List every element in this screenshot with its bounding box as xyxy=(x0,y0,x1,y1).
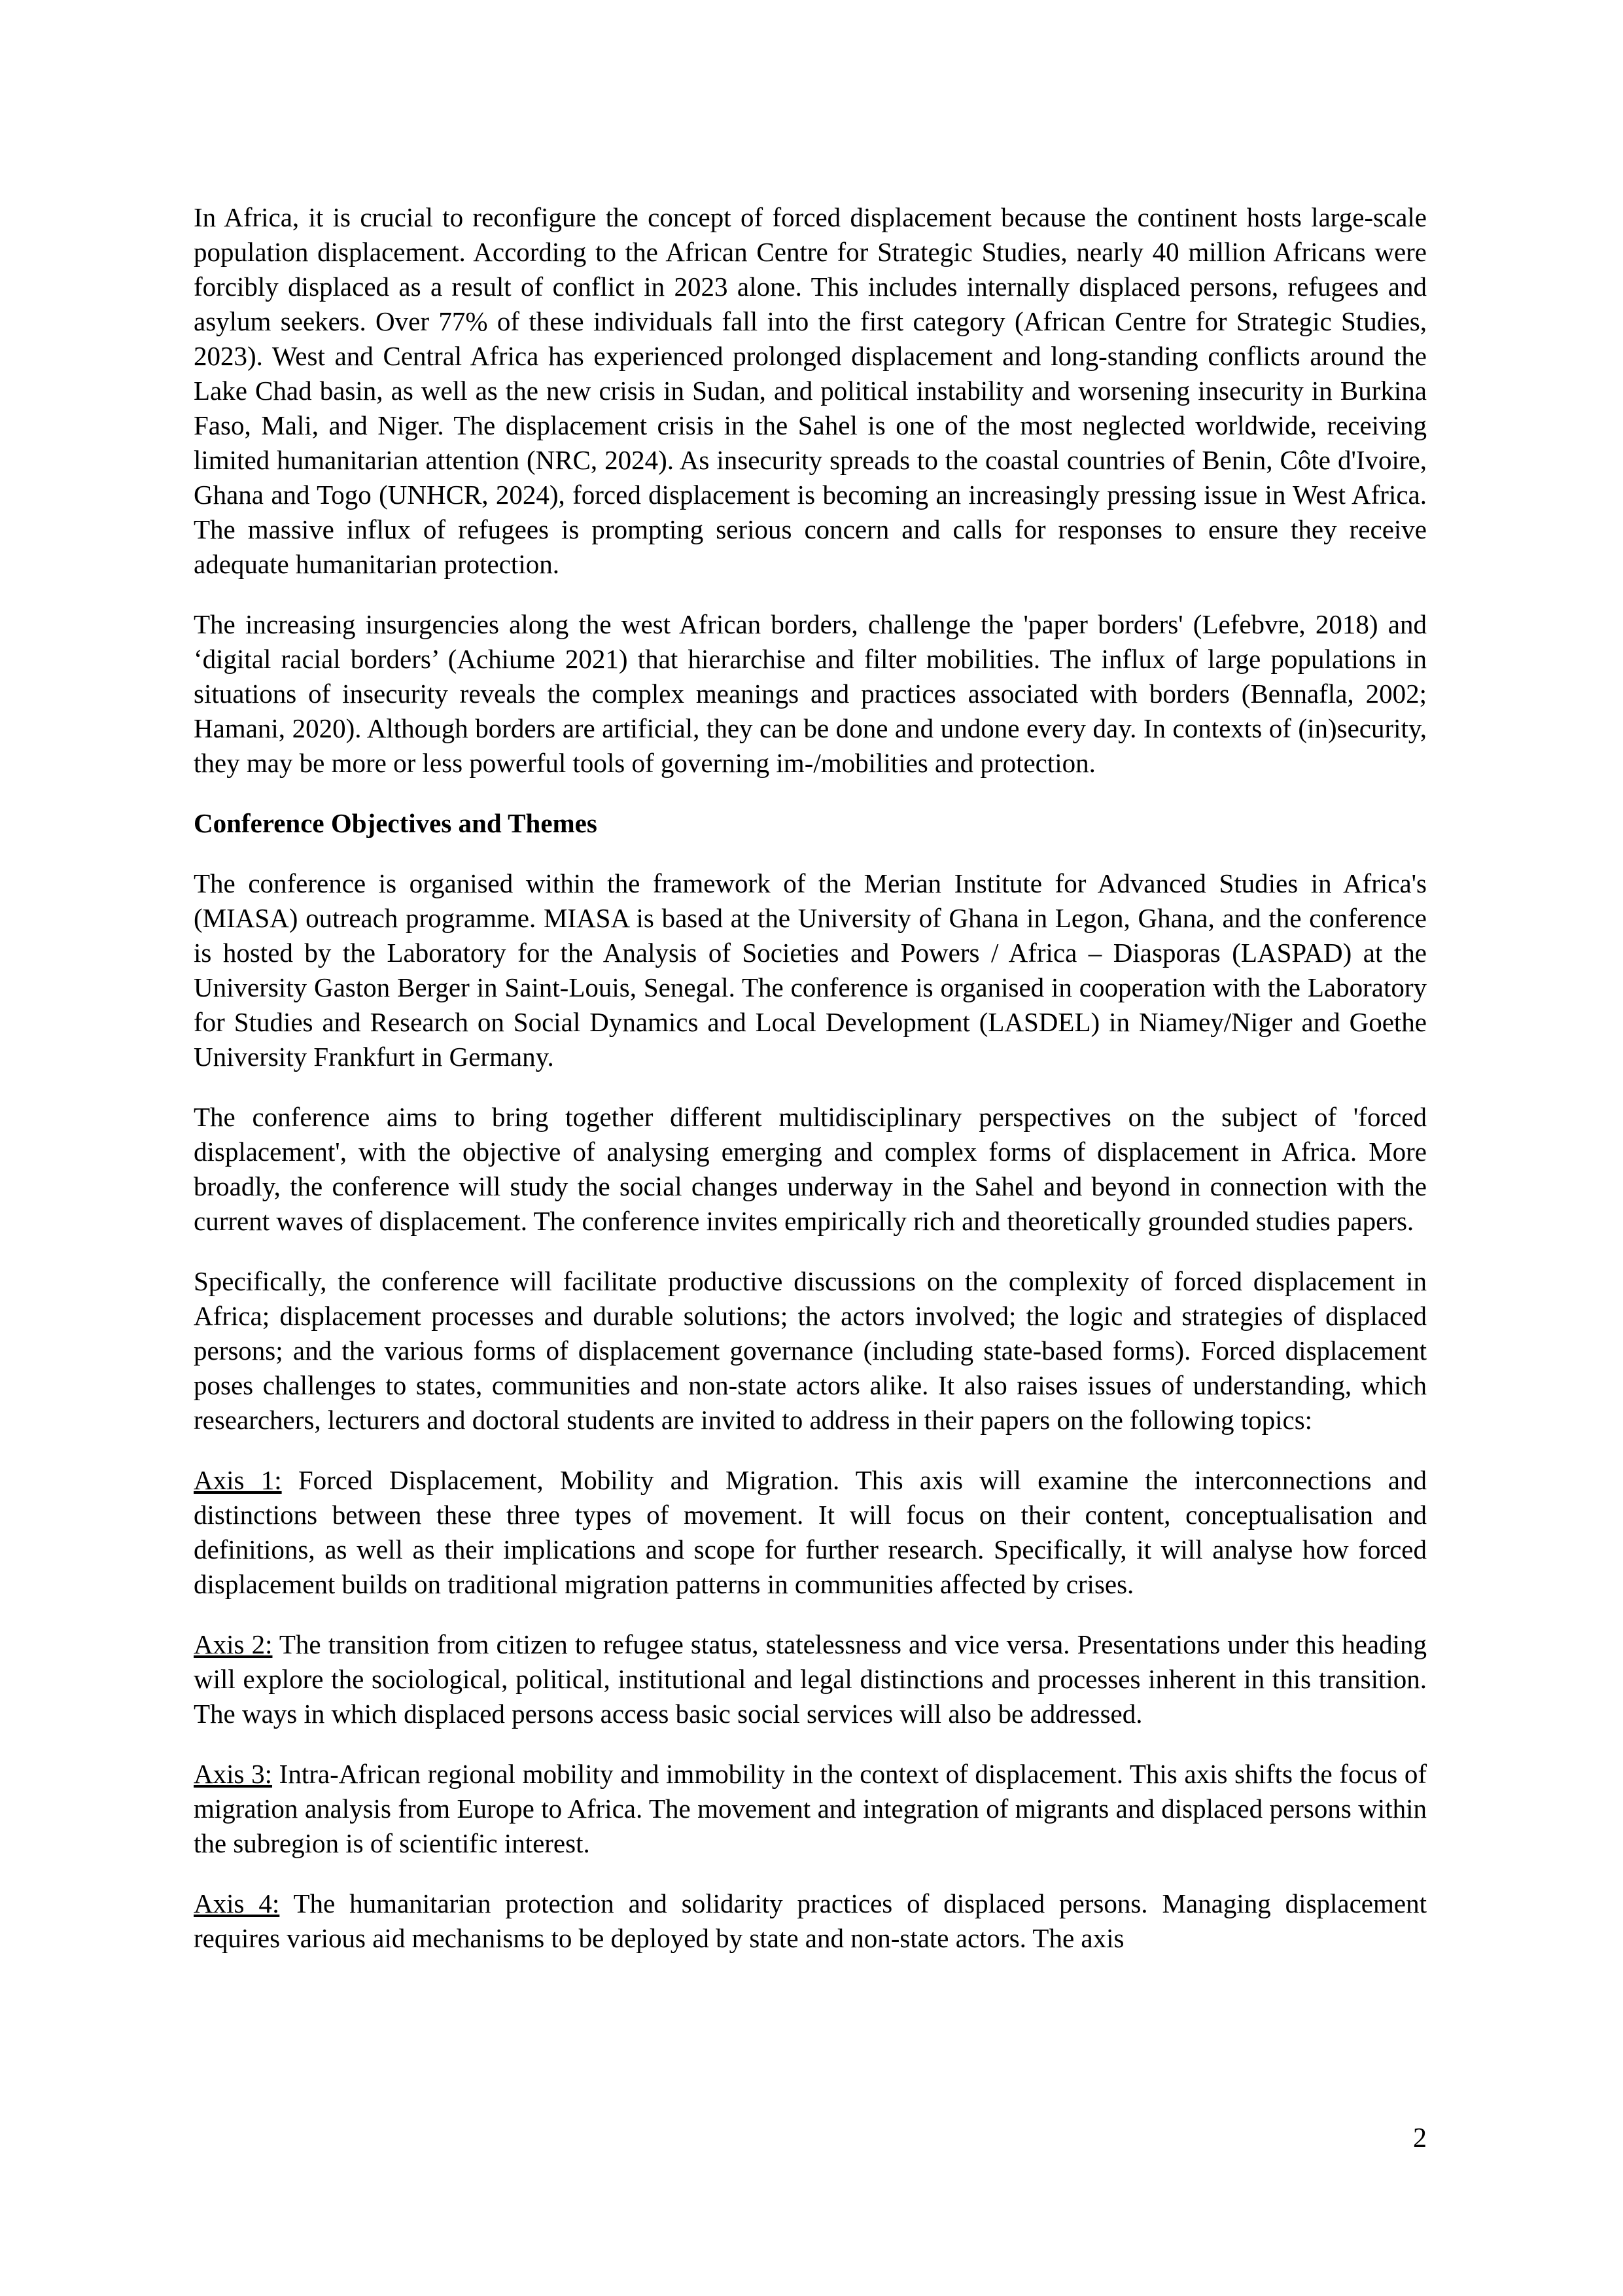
paragraph-axis-2 xyxy=(194,1627,1427,1731)
axis-3-label: Axis 3: xyxy=(194,1759,273,1789)
paragraph-conference-aims: The conference aims to bring together different multidisciplinary perspectives on the subject of 'forced displacement', with the objective of analysing emerging and complex forms of displacement in Africa. More broadly, the conference will study the social changes underway in the Sahel and beyond in connection with the current waves of displacement. The conference invites empirically rich and theoretically grounded studies papers. xyxy=(194,1102,1427,1236)
paragraph-insurgencies-borders: The increasing insurgencies along the west African borders, challenge the 'paper borders' (Lefebvre, 2018) and ‘digital racial borders’ (Achiume 2021) that hierarchise and filter mobilities. The influx of large populations in situations of insecurity reveals the complex meanings and practices associated with borders (Bennafla, 2002; Hamani, 2020). Although borders are artificial, they can be done and undone every day. In contexts of (in)security, they may be more or less powerful tools of governing im-/mobilities and protection. xyxy=(194,609,1427,778)
axis-1-label: Axis 1: xyxy=(194,1465,282,1495)
paragraph-axis-4 xyxy=(194,1886,1427,1956)
axis-4-text: The humanitarian protection and solidarity practices of displaced persons. Managing displacement requires various aid mechanisms to be deployed by state and non-state actors. The axis xyxy=(194,1888,1427,1953)
section-heading-conference-objectives: Conference Objectives and Themes xyxy=(194,808,597,838)
axis-4-label: Axis 4: xyxy=(194,1888,280,1918)
axis-2-label: Axis 2: xyxy=(194,1629,273,1659)
page-number: 2 xyxy=(1413,2123,1427,2153)
paragraph-axis-3 xyxy=(194,1757,1427,1861)
axis-3-text: Intra-African regional mobility and immobility in the context of displacement. This axis shifts the focus of migration analysis from Europe to Africa. The movement and integration of migrants and displaced persons within the subregion is of scientific interest. xyxy=(194,1759,1427,1858)
paragraph-intro-africa: In Africa, it is crucial to reconfigure the concept of forced displacement because the continent hosts large-scale population displacement. According to the African Centre for Strategic Studies, nearly 40 million Africans were forcibly displaced as a result of conflict in 2023 alone. This includes internally displaced persons, refugees and asylum seekers. Over 77% of these individuals fall into the first category (African Centre for Strategic Studies, 2023). West and Central Africa has experienced prolonged displacement and long-standing conflicts around the Lake Chad basin, as well as the new crisis in Sudan, and political instability and worsening insecurity in Burkina Faso, Mali, and Niger. The displacement crisis in the Sahel is one of the most neglected worldwide, receiving limited humanitarian attention (NRC, 2024). As insecurity spreads to the coastal countries of Benin, Côte d'Ivoire, Ghana and Togo (UNHCR, 2024), forced displacement is becoming an increasingly pressing issue in West Africa. The massive influx of refugees is prompting serious concern and calls for responses to ensure they receive adequate humanitarian protection. xyxy=(194,202,1427,579)
paragraph-axis-1 xyxy=(194,1463,1427,1602)
paragraph-conference-topics: Specifically, the conference will facilitate productive discussions on the complexity of forced displacement in Africa; displacement processes and durable solutions; the actors involved; the logic and strategies of displaced persons; and the various forms of displacement governance (including state-based forms). Forced displacement poses challenges to states, communities and non-state actors alike. It also raises issues of understanding, which researchers, lecturers and doctoral students are invited to address in their papers on the following topics: xyxy=(194,1266,1427,1435)
axis-1-text: Forced Displacement, Mobility and Migration. This axis will examine the interconnections and distinctions between these three types of movement. It will focus on their content, conceptualisation and definitions, as well as their implications and scope for further research. Specifically, it will analyse how forced displacement builds on traditional migration patterns in communities affected by crises. xyxy=(194,1465,1427,1599)
paragraph-conference-framework: The conference is organised within the framework of the Merian Institute for Advanced Studies in Africa's (MIASA) outreach programme. MIASA is based at the University of Ghana in Legon, Ghana, and the conference is hosted by the Laboratory for the Analysis of Societies and Powers / Africa – Diasporas (LASPAD) at the University Gaston Berger in Saint-Louis, Senegal. The conference is organised in cooperation with the Laboratory for Studies and Research on Social Dynamics and Local Development (LASDEL) in Niamey/Niger and Goethe University Frankfurt in Germany. xyxy=(194,868,1427,1072)
axis-2-text: The transition from citizen to refugee status, statelessness and vice versa. Presentations under this heading will explore the sociological, political, institutional and legal distinctions and processes inherent in this transition. The ways in which displaced persons access basic social services will also be addressed. xyxy=(194,1629,1427,1729)
